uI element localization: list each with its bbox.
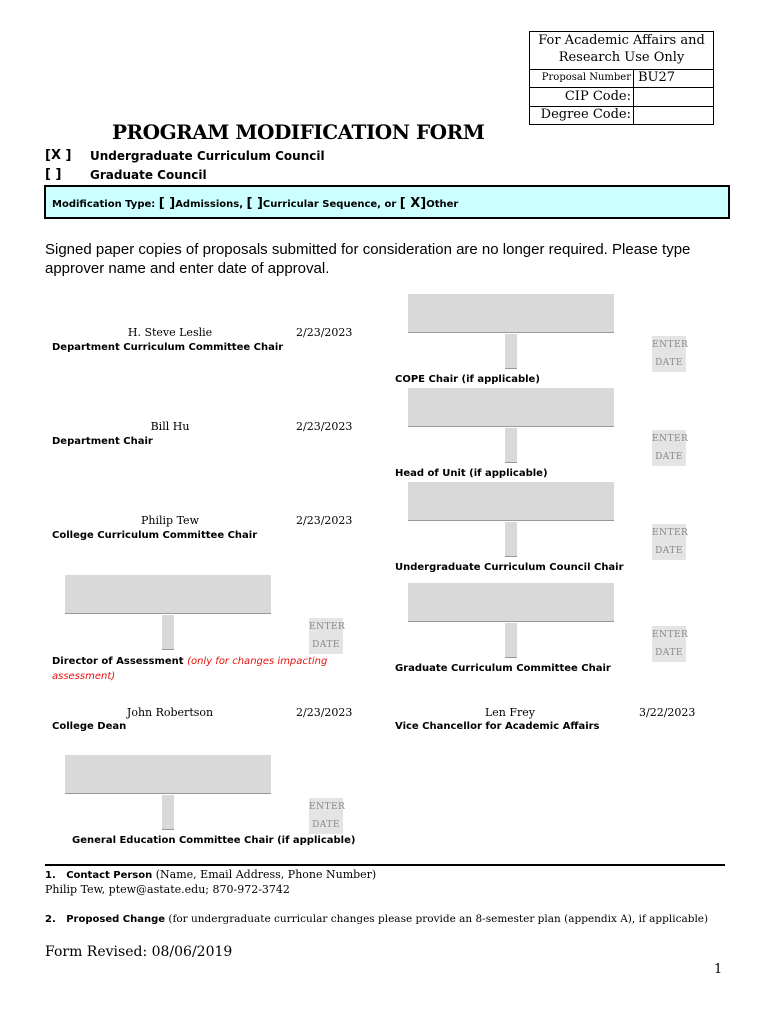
date-field-stem[interactable] <box>505 334 517 369</box>
enter-date-placeholder[interactable]: ENTER DATE <box>652 626 686 662</box>
name-field[interactable] <box>65 575 271 614</box>
signer-date[interactable]: 2/23/2023 <box>296 514 353 527</box>
proposed-change-heading: 2. Proposed Change (for undergraduate curricular changes please provide an 8-semester plan (appendix A), if applicable) <box>45 913 709 925</box>
name-field[interactable] <box>408 583 614 622</box>
ucc-checkbox[interactable]: [X ] <box>45 148 72 163</box>
page-number: 1 <box>714 962 723 977</box>
cip-code-row <box>530 88 713 107</box>
form-revised: Form Revised: 08/06/2019 <box>45 944 233 960</box>
signer-date[interactable]: 2/23/2023 <box>296 326 353 339</box>
name-field[interactable] <box>408 294 614 333</box>
signer-name[interactable]: Len Frey <box>484 706 535 719</box>
name-field[interactable] <box>408 482 614 521</box>
ucc-label: Undergraduate Curriculum Council <box>90 149 325 163</box>
enter-date-placeholder[interactable]: ENTER DATE <box>652 336 686 372</box>
proposal-number-value[interactable]: BU27 <box>638 70 676 85</box>
signer-name[interactable]: Philip Tew <box>141 514 199 527</box>
assessment-note-cont: assessment) <box>52 671 116 682</box>
date-field-stem[interactable] <box>162 795 174 830</box>
signer-role: General Education Committee Chair (if applicable) <box>72 835 356 846</box>
gc-checkbox[interactable]: [ ] <box>45 167 62 182</box>
cip-code-label: CIP Code: <box>530 88 634 106</box>
date-field-stem[interactable] <box>162 615 174 650</box>
name-field[interactable] <box>408 388 614 427</box>
signer-role: COPE Chair (if applicable) <box>395 374 540 385</box>
page-title: PROGRAM MODIFICATION FORM <box>112 120 485 144</box>
or-text: or <box>384 199 397 210</box>
contact-person-value[interactable]: Philip Tew, ptew@astate.edu; 870-972-3742 <box>45 883 290 896</box>
aa-title-line1: For Academic Affairs and <box>538 33 705 48</box>
signer-role: Vice Chancellor for Academic Affairs <box>395 721 600 732</box>
intro-text: Signed paper copies of proposals submitted for consideration are no longer required. Please type approver name and enter date of approval. <box>45 241 691 277</box>
signer-name[interactable]: H. Steve Leslie <box>127 326 213 339</box>
aa-box-title <box>530 32 713 70</box>
sequence-checkbox[interactable]: [ ] <box>246 196 263 211</box>
academic-affairs-box <box>529 31 714 125</box>
admissions-checkbox[interactable]: [ ] <box>158 196 176 211</box>
date-field-stem[interactable] <box>505 623 517 658</box>
signer-role: Department Curriculum Committee Chair <box>52 342 284 353</box>
signer-date[interactable]: 2/23/2023 <box>296 420 353 433</box>
enter-date-placeholder[interactable]: ENTER DATE <box>652 524 686 560</box>
enter-date-placeholder[interactable]: ENTER DATE <box>652 430 686 466</box>
modification-type-box <box>44 185 730 219</box>
degree-code-label: Degree Code: <box>530 106 634 124</box>
sequence-label: Curricular Sequence, <box>262 199 381 210</box>
modification-type-label: Modification Type: <box>52 199 156 210</box>
assessment-note: (only for changes impacting <box>187 656 328 667</box>
aa-title-line2: Research Use Only <box>558 50 685 65</box>
other-label: Other <box>426 199 459 210</box>
signer-role: College Curriculum Committee Chair <box>52 530 258 541</box>
other-checkbox[interactable]: [ X] <box>399 196 427 211</box>
enter-date-placeholder[interactable]: ENTER DATE <box>309 618 343 654</box>
signer-date[interactable]: 2/23/2023 <box>296 706 353 719</box>
gc-label: Graduate Council <box>90 168 207 182</box>
signer-name[interactable]: Bill Hu <box>150 420 190 433</box>
date-field-stem[interactable] <box>505 428 517 463</box>
signer-role: Director of Assessment (only for changes impacting <box>52 656 328 667</box>
signer-name[interactable]: John Robertson <box>126 706 214 719</box>
proposal-number-row <box>530 69 713 88</box>
signer-date[interactable]: 3/22/2023 <box>639 706 696 719</box>
signer-role: Department Chair <box>52 436 153 447</box>
name-field[interactable] <box>65 755 271 794</box>
admissions-label: Admissions, <box>175 199 244 210</box>
date-field-stem[interactable] <box>505 522 517 557</box>
proposal-number-label: Proposal Number <box>530 69 634 87</box>
degree-code-row <box>530 106 713 124</box>
enter-date-placeholder[interactable]: ENTER DATE <box>309 798 343 834</box>
signer-role: Head of Unit (if applicable) <box>395 468 548 479</box>
signer-role: Undergraduate Curriculum Council Chair <box>395 562 624 573</box>
section-divider <box>45 864 725 866</box>
contact-person-heading: 1. Contact Person (Name, Email Address, Phone Number) <box>45 868 377 881</box>
signer-role: Graduate Curriculum Committee Chair <box>395 663 611 674</box>
signer-role: College Dean <box>52 721 127 732</box>
